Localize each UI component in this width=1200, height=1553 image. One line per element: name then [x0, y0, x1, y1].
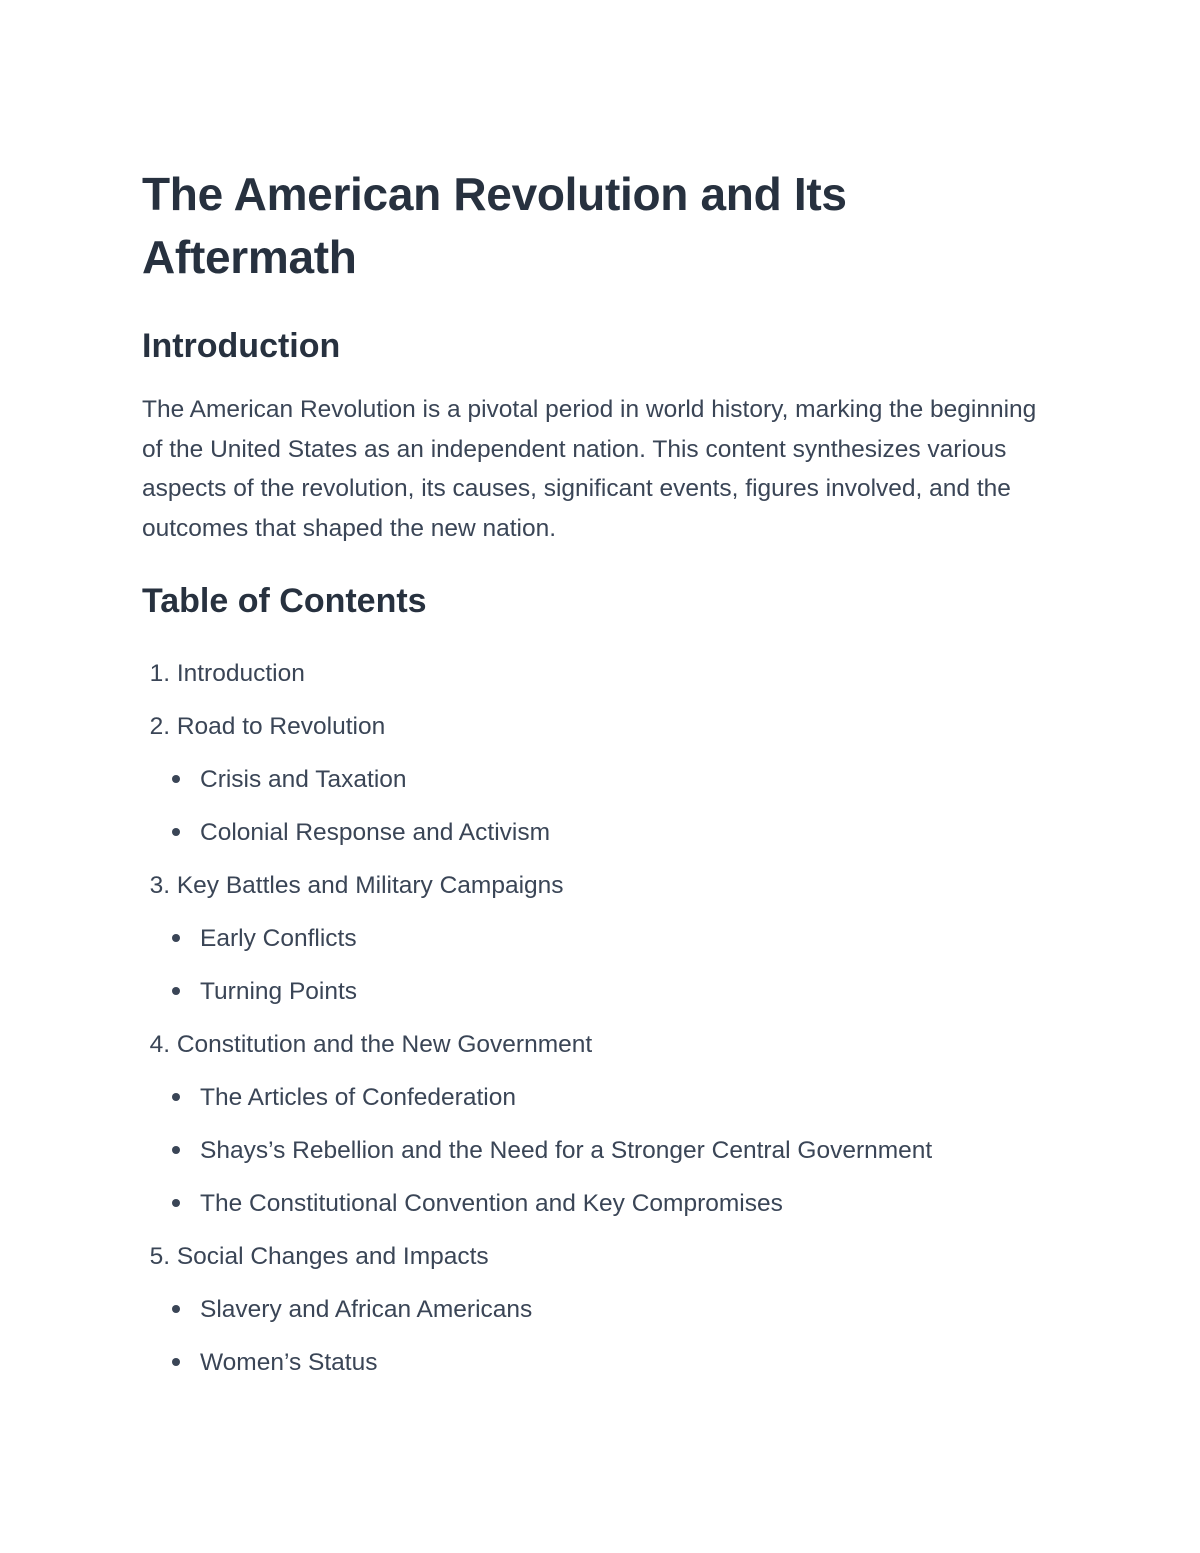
toc-item-number: 3. — [149, 872, 170, 899]
toc-subitem — [142, 1177, 1042, 1230]
toc-subitem — [142, 912, 1042, 965]
toc-subitem-label: Shays’s Rebellion and the Need for a Stronger Central Government — [200, 1137, 933, 1164]
toc-item-social-changes — [142, 1230, 1042, 1283]
introduction-paragraph: The American Revolution is a pivotal period in world history, marking the beginning of the United States as an independent nation. This content synthesizes various aspects of the revolution, its causes, significant events, figures involved, and the outcomes that shaped the new nation. — [142, 396, 1037, 542]
toc-subitem — [142, 1124, 1042, 1177]
bullet-icon — [172, 1093, 180, 1101]
toc-item-key-battles — [142, 859, 1042, 912]
toc-item-number: 1. — [149, 660, 170, 687]
toc-subitem-label: Turning Points — [200, 978, 358, 1005]
bullet-icon — [172, 1199, 180, 1207]
bullet-icon — [172, 1305, 180, 1313]
toc-item-label: Introduction — [176, 660, 305, 687]
toc-item-introduction — [142, 647, 1042, 700]
bullet-icon — [172, 987, 180, 995]
toc-item-number: 4. — [149, 1031, 170, 1058]
toc-item-number: 2. — [149, 713, 170, 740]
toc-subitem-label: The Articles of Confederation — [200, 1084, 516, 1111]
toc-item-number: 5. — [149, 1243, 170, 1270]
toc-subitem — [142, 1071, 1042, 1124]
bullet-icon — [172, 1146, 180, 1154]
toc-subitem-label: Slavery and African Americans — [200, 1296, 533, 1323]
toc-item-constitution — [142, 1018, 1042, 1071]
toc-item-label: Social Changes and Impacts — [176, 1243, 489, 1270]
document-page — [142, 163, 1042, 1389]
toc-subitem — [142, 806, 1042, 859]
toc-subitem — [142, 1336, 1042, 1389]
toc-subitem-label: Women’s Status — [200, 1349, 378, 1376]
bullet-icon — [172, 1358, 180, 1366]
toc-subitem — [142, 965, 1042, 1018]
toc-subitem-label: Crisis and Taxation — [200, 766, 407, 793]
toc-item-label: Key Battles and Military Campaigns — [176, 872, 564, 899]
introduction-heading: Introduction — [142, 327, 341, 365]
table-of-contents — [142, 647, 1042, 1389]
toc-subitem-label: The Constitutional Convention and Key Compromises — [200, 1190, 783, 1217]
document-title: The American Revolution and Its Aftermath — [142, 168, 847, 283]
toc-item-road-to-revolution — [142, 700, 1042, 753]
toc-subitem-label: Colonial Response and Activism — [200, 819, 550, 846]
toc-subitem — [142, 1283, 1042, 1336]
toc-heading: Table of Contents — [142, 582, 427, 620]
toc-item-label: Constitution and the New Government — [176, 1031, 593, 1058]
bullet-icon — [172, 775, 180, 783]
toc-subitem-label: Early Conflicts — [200, 925, 357, 952]
bullet-icon — [172, 934, 180, 942]
toc-item-label: Road to Revolution — [176, 713, 386, 740]
bullet-icon — [172, 828, 180, 836]
toc-subitem — [142, 753, 1042, 806]
